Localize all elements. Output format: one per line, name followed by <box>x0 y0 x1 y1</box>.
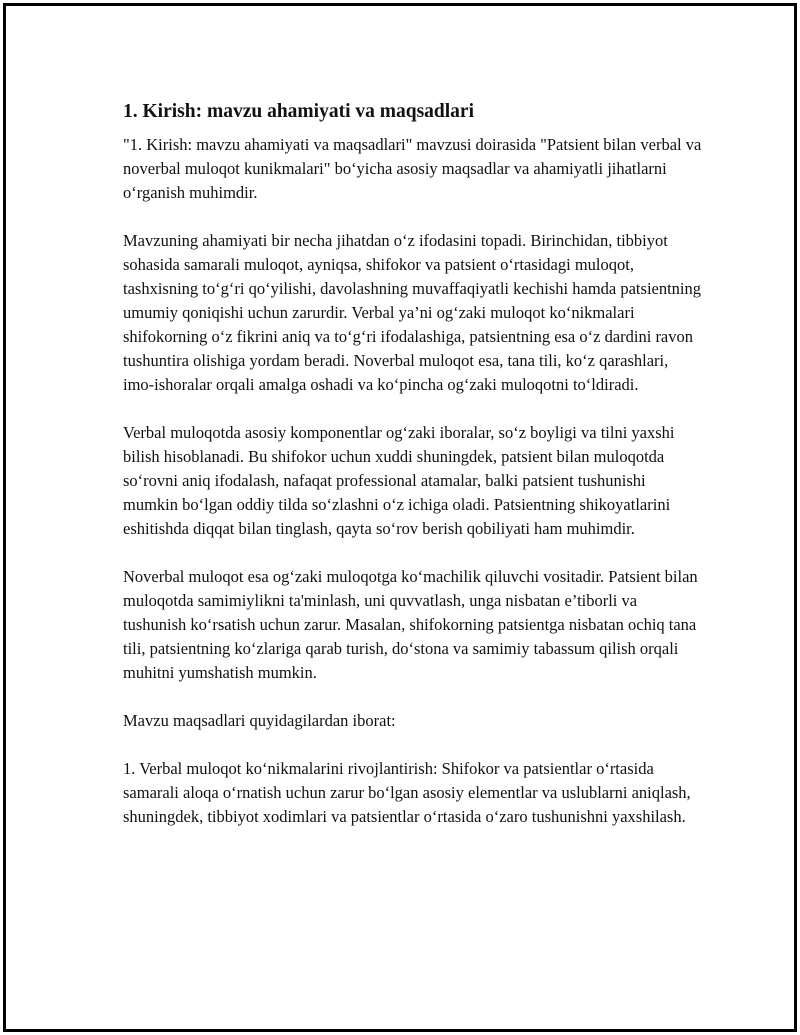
paragraph-importance: Mavzuning ahamiyati bir necha jihatdan o‘z ifodasini topadi. Birinchidan, tibbiyot sohasida samarali muloqot, ayniqsa, shifokor va patsient o‘rtasidagi muloqot, tashxisning to‘g‘ri qo‘yilishi, davolashning muvaffaqiyatli kechishi hamda patsientning umumiy qoniqishi uchun zarurdir. Verbal ya’ni og‘zaki muloqot ko‘nikmalari shifokorning o‘z fikrini aniq va to‘g‘ri ifodalashiga, patsientning esa o‘z dardini ravon tushuntira olishiga yordam beradi. Noverbal muloqot esa, tana tili, ko‘z qarashlari, imo-ishoralar orqali amalga oshadi va ko‘pincha og‘zaki muloqotni to‘ldiradi. <box>123 231 702 394</box>
paragraph-intro: "1. Kirish: mavzu ahamiyati va maqsadlari" mavzusi doirasida "Patsient bilan verbal va noverbal muloqot kunikmalari" bo‘yicha asosiy maqsadlar va ahamiyatli jihatlarni o‘rganish muhimdir. <box>123 135 702 202</box>
document-body <box>123 99 703 853</box>
paragraph-nonverbal: Noverbal muloqot esa og‘zaki muloqotga ko‘machilik qiluvchi vositadir. Patsient bilan muloqotda samimiylikni ta'minlash, uni quvvatlash, unga nisbatan e’tiborli va tushunish ko‘rsatish uchun zarur. Masalan, shifokorning patsientga nisbatan ochiq tana tili, patsientning ko‘zlariga qarab turish, do‘stona va samimiy tabassum qilish orqali muhitni yumshatish mumkin. <box>123 567 698 682</box>
paragraph-goal-1: 1. Verbal muloqot ko‘nikmalarini rivojlantirish: Shifokor va patsientlar o‘rtasida samarali aloqa o‘rnatish uchun zarur bo‘lgan asosiy elementlar va uslublarni aniqlash, shuningdek, tibbiyot xodimlari va patsientlar o‘rtasida o‘zaro tushunishni yaxshilash. <box>123 759 691 826</box>
section-heading: 1. Kirish: mavzu ahamiyati va maqsadlari <box>123 101 475 122</box>
paragraph-goals-intro: Mavzu maqsadlari quyidagilardan iborat: <box>123 711 396 730</box>
paragraph-verbal: Verbal muloqotda asosiy komponentlar og‘zaki iboralar, so‘z boyligi va tilni yaxshi bilish hisoblanadi. Bu shifokor uchun xuddi shuningdek, patsient bilan muloqotda so‘rovni aniq ifodalash, nafaqat professional atamalar, balki patsient tushunishi mumkin bo‘lgan oddiy tilda so‘zlashni o‘z ichiga oladi. Patsientning shikoyatlarini eshitishda diqqat bilan tinglash, qayta so‘rov berish qobiliyati ham muhimdir. <box>123 423 675 538</box>
page-border <box>3 3 797 1032</box>
